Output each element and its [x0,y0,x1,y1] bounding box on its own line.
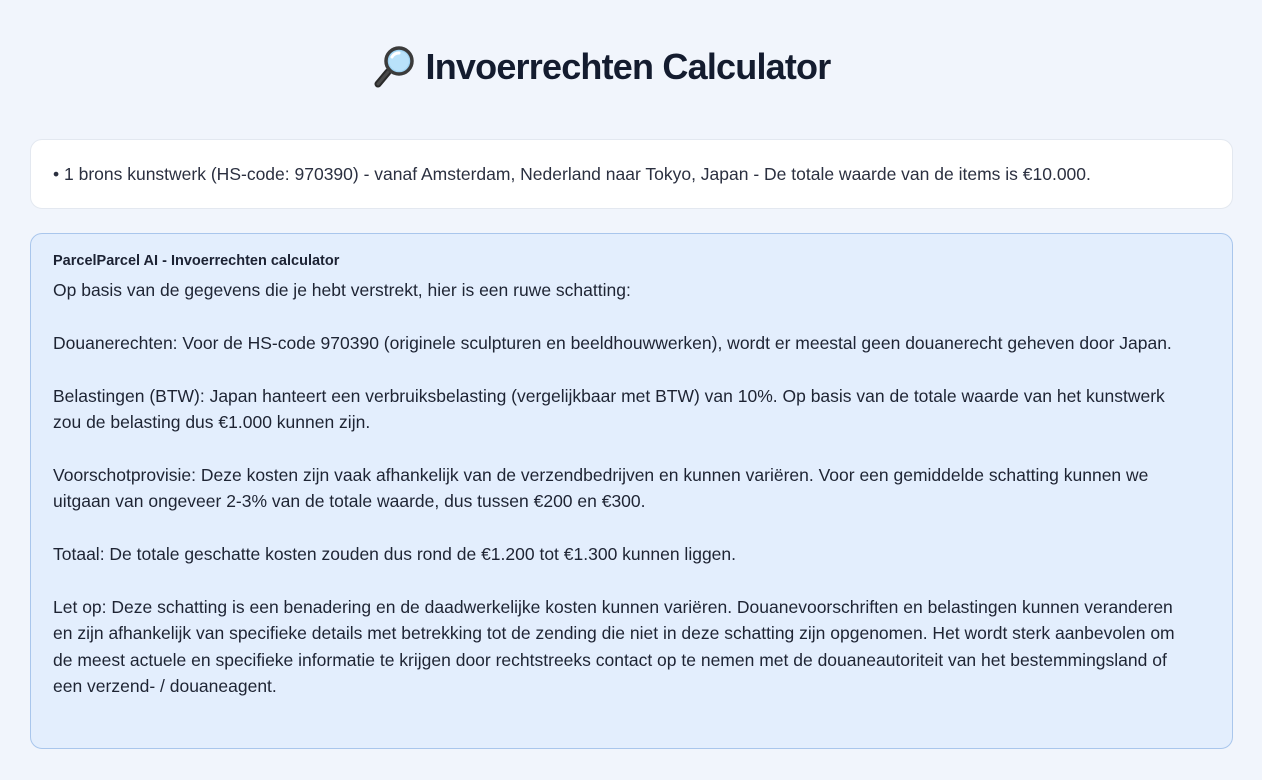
answer-paragraph-fees: Voorschotprovisie: Deze kosten zijn vaak afhankelijk van de verzendbedrijven en kunnen variëren. Voor een gemiddelde schatting kunnen we uitgaan van ongeveer 2-3% van de totale waarde, dus tussen €200 en €300. [53,464,1149,512]
answer-paragraph-customs: Douanerechten: Voor de HS-code 970390 (originele sculpturen en beeldhouwwerken), wordt er meestal geen douanerecht geheven door Japan. [53,332,1172,353]
answer-card [30,233,1233,749]
answer-paragraph-taxes: Belastingen (BTW): Japan hanteert een verbruiksbelasting (vergelijkbaar met BTW) van 10%. Op basis van de totale waarde van het kunstwerk zou de belasting dus €1.000 kunnen zijn. [53,385,1165,432]
magnifying-glass-icon [372,44,418,90]
answer-paragraph-total: Totaal: De totale geschatte kosten zouden dus rond de €1.200 tot €1.300 kunnen liggen. [53,544,737,564]
query-card [30,139,1233,209]
answer-paragraph-intro: Op basis van de gegevens die je hebt verstrekt, hier is een ruwe schatting: [53,280,631,300]
answer-header: ParcelParcel AI - Invoerrechten calculator [53,253,340,269]
page-header [0,40,1262,94]
page-title: Invoerrechten Calculator [425,46,831,87]
answer-body [53,277,1188,699]
query-text: • 1 brons kunstwerk (HS-code: 970390) - vanaf Amsterdam, Nederland naar Tokyo, Japan - De totale waarde van de items is €10.000. [53,163,1091,184]
answer-paragraph-note: Let op: Deze schatting is een benadering en de daadwerkelijke kosten kunnen variëren. Douanevoorschriften en belastingen kunnen veranderen en zijn afhankelijk van specifieke details met betrekking tot de zending die niet in deze schatting zijn opgenomen. Het wordt sterk aanbevolen om de meest actuele en specifieke informatie te krijgen door rechtstreeks contact op te nemen met de douaneautoriteit van het bestemmingsland of een verzend- / douaneagent. [53,596,1175,697]
